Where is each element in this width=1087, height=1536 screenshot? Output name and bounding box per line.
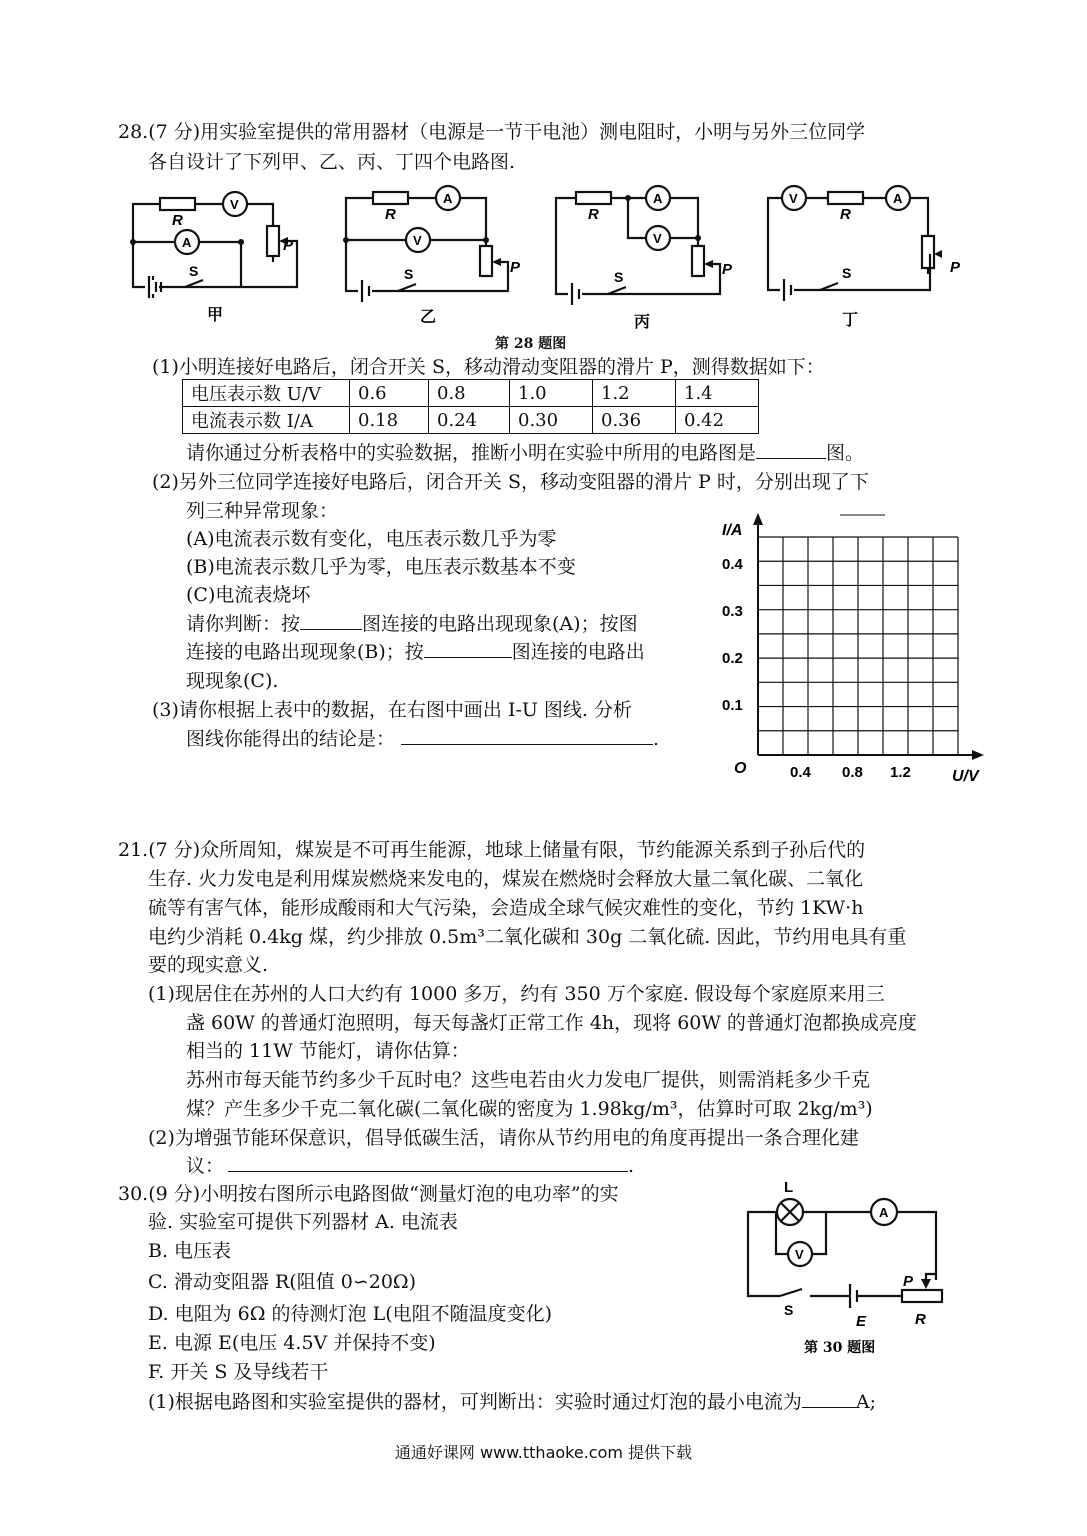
iu-graph [700, 505, 1000, 795]
text: 请你判断：按 [186, 613, 301, 635]
switch-label: S [404, 266, 414, 282]
text: 图线你能得出的结论是： [186, 728, 396, 750]
answer-blank[interactable] [228, 1153, 628, 1172]
table-cell: 0.8 [429, 380, 510, 407]
table-cell: 0.42 [676, 407, 759, 434]
q28-part1: (1)小明连接好电路后，闭合开关 S，移动滑动变阻器的滑片 P，测得数据如下： [152, 356, 825, 378]
q21-part2-line-2 [186, 1153, 634, 1179]
answer-blank[interactable] [300, 611, 362, 630]
table-cell: 0.24 [429, 407, 510, 434]
ammeter-label: A [653, 191, 663, 206]
phenomenon-c: (C)电流表烧坏 [186, 584, 311, 606]
phenomenon-a: (A)电流表示数有变化，电压表示数几乎为零 [186, 528, 557, 550]
row-header-current: 电流表示数 I/A [183, 407, 350, 434]
q21-part1-line-1: (1)现居住在苏州的人口大约有 1000 多万，约有 350 万个家庭. 假设每个家庭原来用三 [148, 983, 885, 1005]
rheostat-label: R [915, 1311, 926, 1328]
q30-part1 [148, 1389, 876, 1415]
q21-part1-line-2: 盏 60W 的普通灯泡照明，每天每盏灯正常工作 4h，现将 60W 的普通灯泡都换成亮度 [186, 1012, 917, 1034]
voltmeter-label: V [653, 231, 662, 246]
y-tick-label: 0.4 [722, 556, 743, 573]
circuit-ding [760, 184, 961, 329]
text: 议： [186, 1155, 225, 1177]
table-cell: 0.36 [593, 407, 676, 434]
voltmeter-label: V [230, 197, 239, 212]
circuit-label-yi: 乙 [420, 307, 437, 326]
q21-part1-line-4: 苏州市每天能节约多少千瓦时电？这些电若由火力发电厂提供，则需消耗多少千克 [186, 1069, 871, 1091]
answer-blank[interactable] [756, 440, 826, 459]
y-tick-label: 0.3 [722, 603, 743, 620]
circuit-jia [125, 184, 305, 324]
q30-item-e: E. 电源 E(电压 4.5V 并保持不变) [148, 1332, 436, 1354]
q28-judge-line-1 [186, 611, 638, 637]
x-axis-label: U/V [952, 768, 979, 785]
voltmeter-label: V [795, 1247, 804, 1262]
ammeter-label: A [182, 235, 192, 250]
q21-line-5: 要的现实意义. [148, 954, 269, 976]
q21-part1-line-5: 煤？产生多少千克二氧化碳(二氧化碳的密度为 1.98kg/m³，估算时可取 2kg/m³) [186, 1098, 873, 1120]
text: 连接的电路出现现象(B)；按 [186, 641, 424, 663]
q21-line-1: 21.(7 分)众所周知，煤炭是不可再生能源，地球上储量有限，节约能源关系到子孙后代的 [118, 839, 866, 861]
q21-part2-line-1: (2)为增强节能环保意识，倡导低碳生活，请你从节约用电的角度再提出一条合理化建 [148, 1127, 859, 1149]
text: . [653, 728, 660, 750]
q21-line-2: 生存. 火力发电是利用煤炭燃烧来发电的，煤炭在燃烧时会释放大量二氧化碳、二氧化 [148, 868, 864, 890]
x-tick-label: 1.2 [890, 764, 911, 781]
q28-figure-caption: 第 28 题图 [495, 336, 567, 352]
q28-part3-line-2 [186, 726, 659, 752]
y-axis-label: I/A [722, 522, 743, 539]
ammeter-label: A [879, 1205, 889, 1220]
switch-label: S [614, 269, 624, 285]
slider-label: P [903, 1273, 914, 1290]
q30-item-b: B. 电压表 [148, 1240, 232, 1262]
resistor-label: R [172, 212, 183, 229]
q21-part1-line-3: 相当的 11W 节能灯，请你估算： [186, 1040, 470, 1062]
data-table [182, 379, 759, 434]
slider-label: P [950, 259, 961, 276]
table-row [183, 380, 759, 407]
table-cell: 1.2 [593, 380, 676, 407]
circuit-q30 [740, 1176, 970, 1366]
phenomenon-b: (B)电流表示数几乎为零，电压表示数基本不变 [186, 556, 576, 578]
voltmeter-label: V [413, 233, 422, 248]
switch-label: S [784, 1302, 794, 1318]
circuit-bing [548, 184, 738, 331]
text: A; [855, 1391, 877, 1413]
q30-line-1: 30.(9 分)小明按右图所示电路图做“测量灯泡的电功率”的实 [118, 1183, 619, 1205]
source-label: E [856, 1313, 867, 1330]
table-cell: 0.6 [350, 380, 429, 407]
circuit-yi [338, 184, 521, 326]
q30-item-d: D. 电阻为 6Ω 的待测灯泡 L(电阻不随温度变化) [148, 1303, 553, 1325]
table-cell: 0.18 [350, 407, 429, 434]
x-tick-label: 0.8 [842, 764, 863, 781]
origin-label: O [734, 760, 747, 777]
x-tick-label: 0.4 [790, 764, 811, 781]
q30-item-c: C. 滑动变阻器 R(阻值 0∽20Ω) [148, 1271, 417, 1293]
q30-item-f: F. 开关 S 及导线若干 [148, 1361, 329, 1383]
switch-label: S [189, 263, 199, 279]
voltmeter-label: V [789, 191, 798, 206]
q28-part3-line-1: (3)请你根据上表中的数据，在右图中画出 I-U 图线. 分析 [152, 699, 633, 721]
table-cell: 0.30 [510, 407, 593, 434]
answer-blank[interactable] [802, 1389, 856, 1408]
q28-line-1: 28.(7 分)用实验室提供的常用器材（电源是一节干电池）测电阻时，小明与另外三位同学 [118, 121, 866, 143]
slider-label: P [510, 259, 521, 276]
text: (1)根据电路图和实验室提供的器材，可判断出：实验时通过灯泡的最小电流为 [148, 1391, 802, 1413]
q28-part2-line-2: 列三种异常现象： [186, 500, 339, 522]
answer-blank[interactable] [401, 726, 653, 745]
resistor-label: R [840, 206, 851, 223]
lamp-label: L [784, 1179, 794, 1196]
switch-label: S [842, 265, 852, 281]
table-row [183, 407, 759, 434]
text: 图连接的电路出现现象(A)；按图 [362, 613, 638, 635]
row-header-voltage: 电压表示数 U/V [183, 380, 350, 407]
table-cell: 1.4 [676, 380, 759, 407]
q28-line-2: 各自设计了下列甲、乙、丙、丁四个电路图. [148, 151, 516, 173]
q30-figure-caption: 第 30 题图 [804, 1340, 876, 1356]
text: 图连接的电路出 [511, 641, 645, 663]
circuit-label-ding: 丁 [842, 310, 859, 329]
slider-label: P [283, 237, 294, 254]
resistor-label: R [588, 206, 599, 223]
text: 图。 [826, 442, 865, 464]
resistor-label: R [385, 206, 396, 223]
circuit-label-jia: 甲 [207, 305, 224, 324]
text: 请你通过分析表格中的实验数据，推断小明在实验中所用的电路图是 [186, 442, 757, 464]
answer-blank[interactable] [424, 639, 512, 658]
text: . [628, 1155, 635, 1177]
q28-judge-line-3: 现现象(C). [186, 670, 279, 692]
footer: 通通好课网 www.tthaoke.com 提供下载 [394, 1443, 693, 1462]
ammeter-label: A [443, 191, 453, 206]
q28-part2-line-1: (2)另外三位同学连接好电路后，闭合开关 S，移动变阻器的滑片 P 时，分别出现了下 [152, 471, 869, 493]
q28-part1-question [186, 440, 864, 466]
q28-judge-line-2 [186, 639, 645, 665]
slider-label: P [722, 261, 733, 278]
circuit-label-bing: 丙 [634, 312, 651, 331]
y-tick-label: 0.1 [722, 697, 743, 714]
q30-line-2: 验. 实验室可提供下列器材 A. 电流表 [148, 1211, 458, 1233]
q21-line-4: 电约少消耗 0.4kg 煤，约少排放 0.5m³二氧化碳和 30g 二氧化硫. 因此，节约用电具有重 [148, 926, 907, 948]
ammeter-label: A [893, 191, 903, 206]
q21-line-3: 硫等有害气体，能形成酸雨和大气污染，会造成全球气候灾难性的变化，节约 1KW·h [148, 897, 864, 919]
y-tick-label: 0.2 [722, 650, 743, 667]
table-cell: 1.0 [510, 380, 593, 407]
